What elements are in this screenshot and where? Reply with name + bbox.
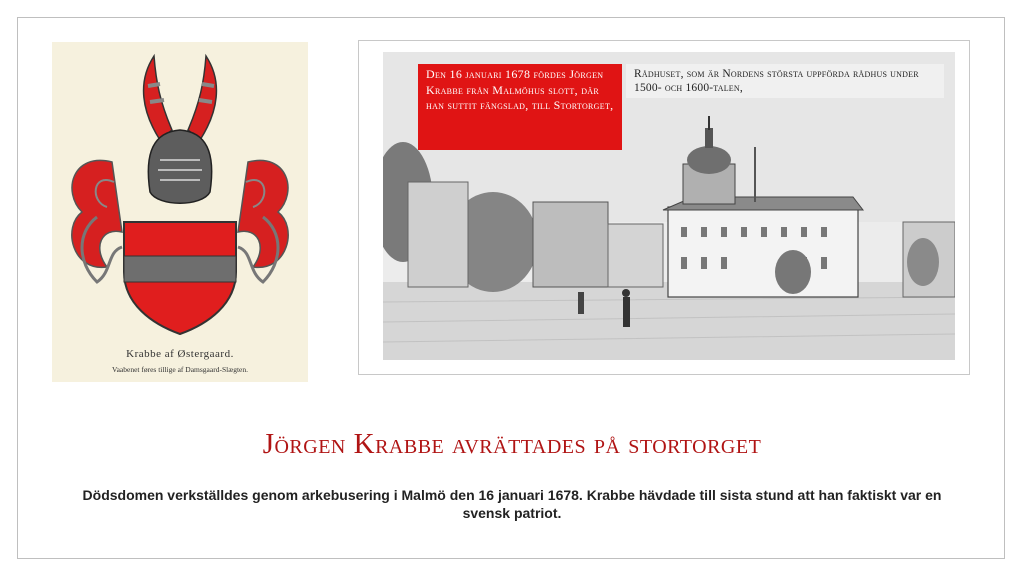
slide-title: Jörgen Krabbe avrättades på stortorget: [262, 428, 762, 460]
coat-of-arms-drawing: [52, 42, 308, 342]
coat-caption-sub: Vaabenet føres tillige af Damsgaard-Slægten.: [112, 365, 248, 374]
callout-town-hall: Rådhuset, som är Nordens största uppförda rådhus under 1500- och 1600-talen,: [626, 64, 944, 98]
coat-caption-main: Krabbe af Østergaard.: [126, 348, 234, 360]
coat-of-arms-image: [52, 42, 308, 382]
slide-body-text: Dödsdomen verkställdes genom arkebusering i Malmö den 16 januari 1678. Krabbe hävdade till sista stund att han faktiskt var en svensk patriot.: [82, 487, 942, 521]
callout-execution-transfer: Den 16 januari 1678 fördes Jörgen Krabbe från Malmöhus slott, där han suttit fängslad, till Stortorget,: [418, 64, 622, 150]
